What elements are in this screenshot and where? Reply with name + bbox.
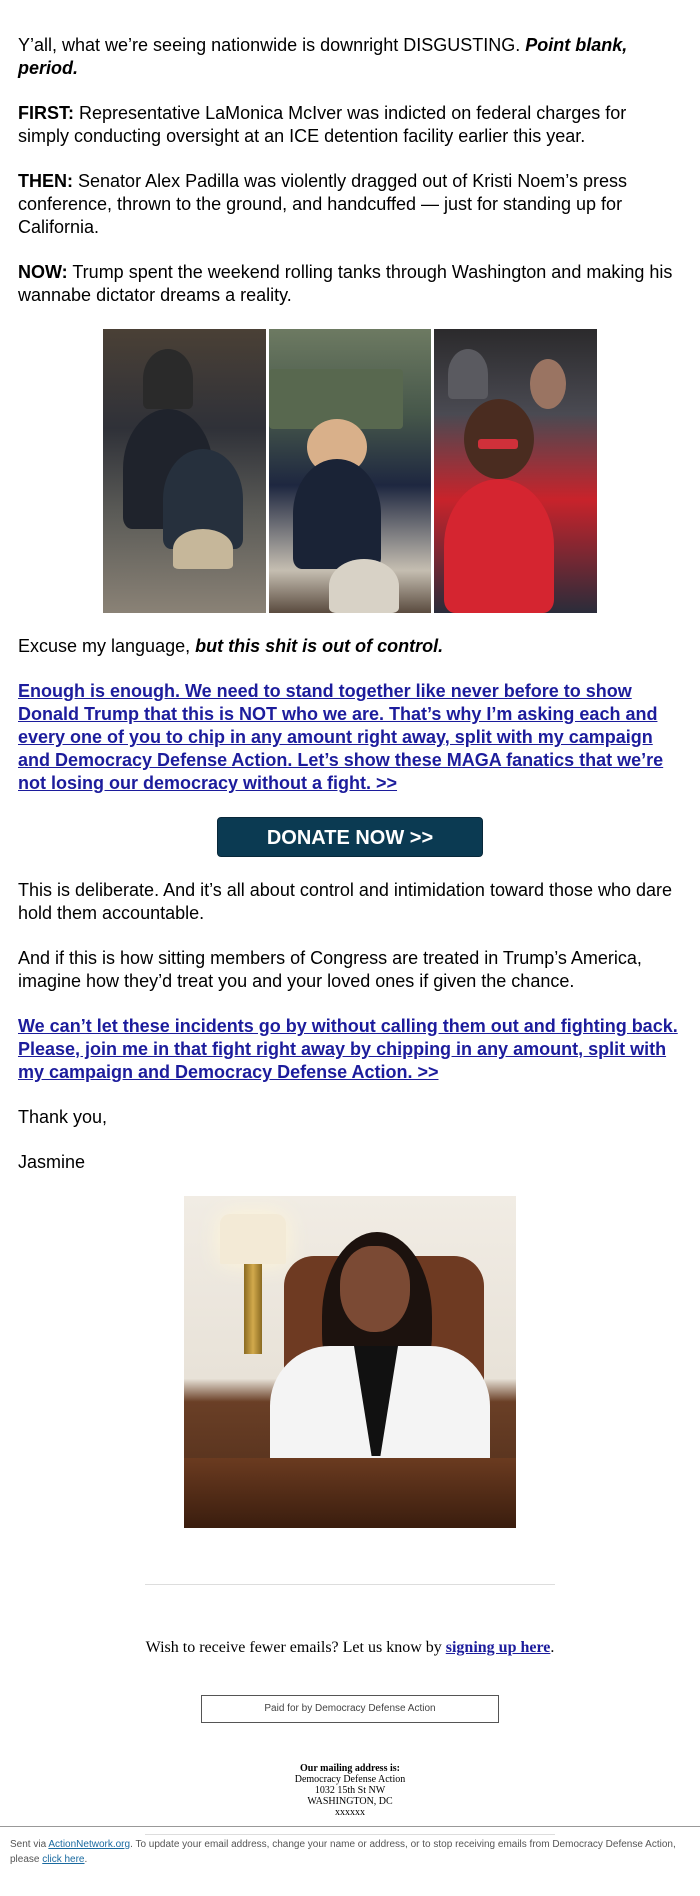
- then-label: THEN:: [18, 171, 73, 191]
- lamp-base-shape: [244, 1264, 262, 1354]
- then-paragraph: [18, 170, 682, 239]
- photo-mciver: [434, 329, 597, 613]
- language-emphasis: but this shit is out of control.: [195, 636, 444, 656]
- intro-paragraph: [18, 34, 682, 80]
- thanks-text: Thank you,: [18, 1107, 108, 1127]
- now-label: NOW:: [18, 262, 68, 282]
- mailing-address-line: xxxxxx: [335, 1807, 365, 1818]
- head-shape: [340, 1246, 410, 1332]
- intro-text: Y’all, what we’re seeing nationwide is downright DISGUSTING.: [18, 35, 521, 55]
- fewer-emails-prefix: Wish to receive fewer emails? Let us know by: [145, 1639, 442, 1656]
- portrait-photo: [184, 1196, 516, 1528]
- mailing-address-line: 1032 15th St NW: [314, 1785, 386, 1796]
- language-paragraph: [18, 635, 682, 658]
- mailing-address-label: Our mailing address is:: [300, 1763, 400, 1774]
- mailing-address-line: Democracy Defense Action: [294, 1774, 406, 1785]
- donate-button-wrap: [18, 817, 682, 857]
- footer-text: . To update your email address, change your name or address, or to stop receiving emails from Democracy Defense Action, please: [10, 1839, 676, 1865]
- footer-sent-via: Sent via: [10, 1839, 47, 1850]
- then-text: Senator Alex Padilla was violently dragged out of Kristi Noem’s press conference, thrown to the ground, and handcuffed — just for standing up for California.: [18, 171, 627, 237]
- donate-link-1[interactable]: Enough is enough. We need to stand together like never before to show Donald Trump that this is NOT who we are. That’s why I’m asking each and every one of you to chip in any amount right away, split with my campaign and Democracy Defense Action. Let’s show these MAGA fanatics that we’re not losing our democracy without a fight. >>: [18, 681, 664, 793]
- fewer-emails-text: [18, 1639, 682, 1657]
- now-text: Trump spent the weekend rolling tanks through Washington and making his wannabe dictator dreams a reality.: [18, 262, 673, 305]
- imagine-paragraph: And if this is how sitting members of Congress are treated in Trump’s America, imagine how they’d treat you and your loved ones if given the chance.: [18, 948, 642, 991]
- cta-paragraph-1: [18, 680, 682, 795]
- first-label: FIRST:: [18, 103, 74, 123]
- lamp-shade-shape: [220, 1214, 286, 1264]
- donate-link-2[interactable]: We can’t let these incidents go by without calling them out and fighting back. Please, join me in that fight right away by chipping in any amount, split with my campaign and Democracy Defense Action. >>: [18, 1016, 678, 1082]
- photo-collage: [103, 329, 597, 613]
- desk-shape: [184, 1458, 516, 1528]
- first-text: Representative LaMonica McIver was indicted on federal charges for simply conducting oversight at an ICE detention facility earlier this year.: [18, 103, 627, 146]
- cta-paragraph-2: [18, 1015, 682, 1084]
- donate-now-button[interactable]: DONATE NOW >>: [217, 817, 483, 857]
- email-footer: [0, 1826, 700, 1867]
- mailing-address: [18, 1763, 682, 1818]
- click-here-link[interactable]: click here: [42, 1854, 85, 1865]
- intro-emphasis: Point blank, period.: [18, 35, 628, 78]
- paid-for-box: Paid for by Democracy Defense Action: [201, 1695, 499, 1723]
- signature-name: Jasmine: [18, 1152, 86, 1172]
- photo-parade: [269, 329, 432, 613]
- language-text: Excuse my language,: [18, 636, 191, 656]
- actionnetwork-link[interactable]: ActionNetwork.org: [48, 1839, 131, 1850]
- deliberate-paragraph: This is deliberate. And it’s all about control and intimidation toward those who dare hold them accountable.: [18, 880, 673, 923]
- first-paragraph: [18, 102, 682, 148]
- photo-arrest: [103, 329, 266, 613]
- mailing-address-line: WASHINGTON, DC: [307, 1796, 393, 1807]
- fewer-emails-end: .: [550, 1639, 555, 1656]
- divider-top: [145, 1584, 555, 1585]
- footer-end: .: [84, 1854, 88, 1865]
- signing-up-here-link[interactable]: signing up here: [445, 1639, 551, 1656]
- now-paragraph: [18, 261, 682, 307]
